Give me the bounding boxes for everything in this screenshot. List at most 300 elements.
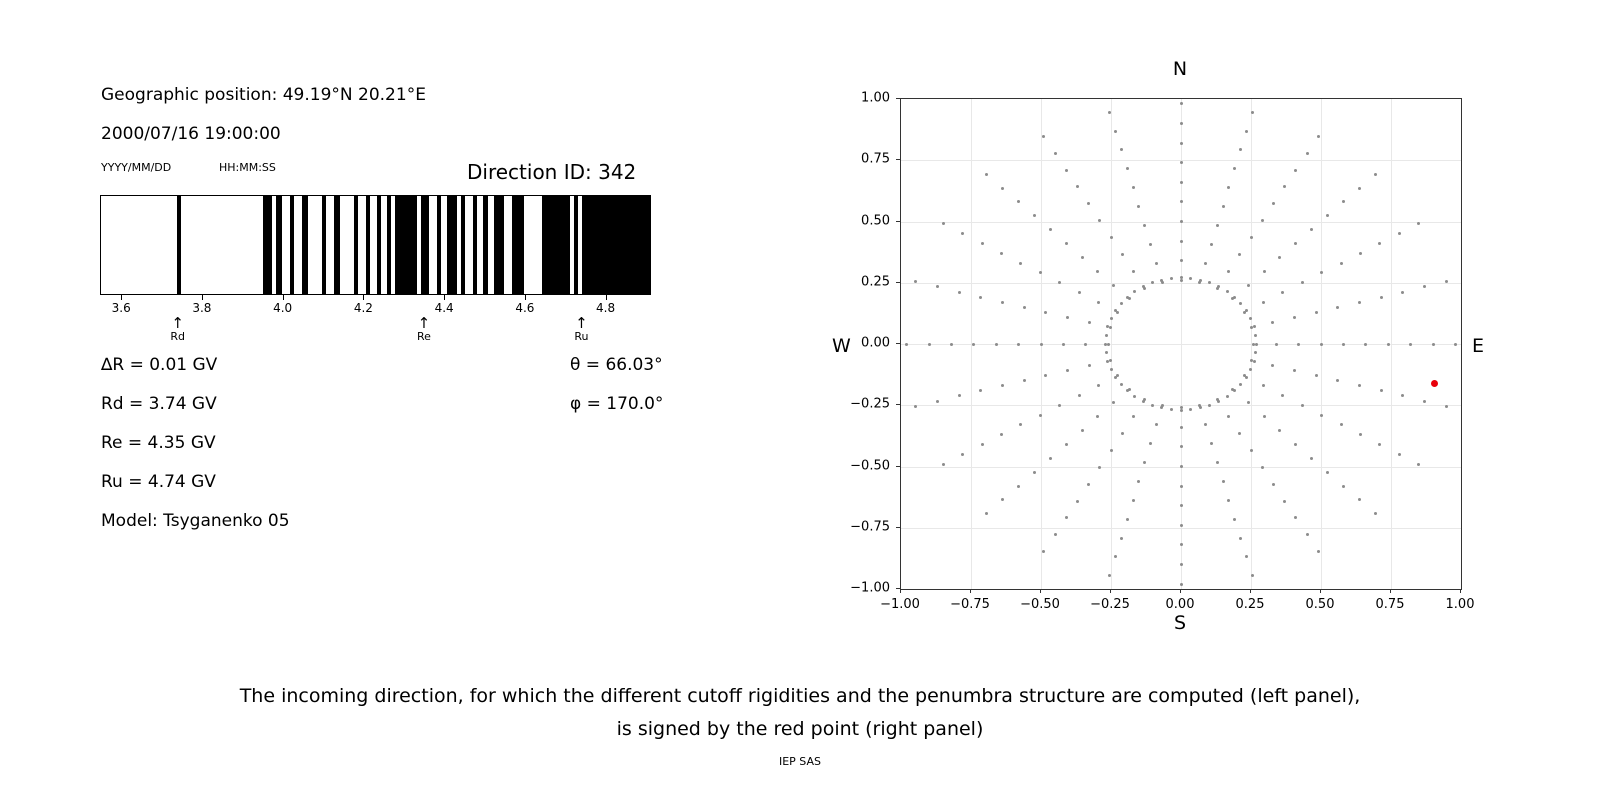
penumbra-marker-re: ↑ Re <box>416 314 431 343</box>
direction-point <box>972 343 975 346</box>
x-tick-mark <box>900 589 901 593</box>
direction-point <box>905 343 908 346</box>
direction-point <box>1170 408 1173 411</box>
direction-point <box>1120 383 1123 386</box>
penumbra-tick-label: 4.4 <box>434 301 454 315</box>
penumbra-tick <box>525 295 526 300</box>
compass-east-label: E <box>1472 335 1485 357</box>
penumbra-bands-area <box>100 195 651 295</box>
direction-point <box>1132 186 1135 189</box>
direction-point <box>1294 242 1297 245</box>
direction-point <box>1358 498 1361 501</box>
direction-point <box>1097 384 1100 387</box>
direction-point <box>1058 404 1061 407</box>
direction-point <box>1062 343 1065 346</box>
penumbra-band <box>263 196 271 294</box>
direction-point <box>1227 186 1230 189</box>
direction-point <box>1255 343 1258 346</box>
direction-point <box>942 222 945 225</box>
direction-point <box>1039 414 1042 417</box>
x-tick-label: −0.50 <box>1020 597 1060 612</box>
direction-point <box>1233 389 1236 392</box>
caption-line-1: The incoming direction, for which the different cutoff rigidities and the penumbra structure are computed (left panel), <box>239 685 1361 707</box>
direction-point <box>1210 442 1213 445</box>
direction-point <box>1114 376 1117 379</box>
penumbra-marker-label: Re <box>416 330 431 343</box>
direction-point <box>1417 463 1420 466</box>
direction-point <box>1253 325 1256 328</box>
direction-point <box>1098 466 1101 469</box>
direction-point <box>950 343 953 346</box>
direction-point <box>958 394 961 397</box>
direction-point <box>1180 504 1183 507</box>
y-tick-label: 0.50 <box>861 213 890 228</box>
direction-point <box>1222 480 1225 483</box>
direction-point <box>1081 256 1084 259</box>
y-tick-mark <box>896 343 900 344</box>
direction-point <box>1226 290 1229 293</box>
direction-point <box>1378 443 1381 446</box>
y-tick-label: −0.75 <box>850 519 890 535</box>
direction-point <box>1294 443 1297 446</box>
penumbra-band <box>483 196 487 294</box>
direction-point <box>1155 262 1158 265</box>
direction-point <box>979 389 982 392</box>
direction-point <box>1189 408 1192 411</box>
penumbra-band <box>177 196 181 294</box>
direction-point <box>1120 537 1123 540</box>
geographic-position-label: Geographic position: 49.19°N 20.21°E <box>101 85 426 105</box>
direction-point <box>1132 270 1135 273</box>
sky-map-plot-area <box>900 98 1462 590</box>
direction-point <box>1293 369 1296 372</box>
direction-point <box>1336 379 1339 382</box>
direction-point <box>1180 142 1183 145</box>
direction-point <box>1142 400 1145 403</box>
direction-point <box>1126 296 1129 299</box>
penumbra-tick-label: 4.0 <box>273 301 293 315</box>
direction-point <box>1155 423 1158 426</box>
direction-point <box>1001 301 1004 304</box>
direction-point <box>979 296 982 299</box>
direction-point <box>1301 281 1304 284</box>
direction-point <box>1233 518 1236 521</box>
direction-point <box>1326 214 1329 217</box>
y-tick-mark <box>896 527 900 528</box>
direction-point <box>1065 242 1068 245</box>
direction-point <box>1066 369 1069 372</box>
direction-point <box>1401 394 1404 397</box>
direction-point <box>1239 148 1242 151</box>
direction-point <box>1019 262 1022 265</box>
compass-south-label: S <box>1173 612 1187 634</box>
direction-point <box>1143 224 1146 227</box>
direction-point <box>1001 187 1004 190</box>
direction-point <box>1076 185 1079 188</box>
direction-point <box>1306 533 1309 536</box>
direction-point <box>1239 383 1242 386</box>
direction-point <box>1023 379 1026 382</box>
direction-point <box>1263 415 1266 418</box>
grid-line <box>901 344 1461 345</box>
x-tick-mark <box>970 589 971 593</box>
direction-point <box>1271 364 1274 367</box>
direction-point <box>936 285 939 288</box>
direction-point <box>1078 291 1081 294</box>
y-tick-label: −0.50 <box>850 458 890 473</box>
penumbra-band <box>461 196 465 294</box>
direction-point <box>1180 465 1183 468</box>
direction-point <box>1326 471 1329 474</box>
direction-point <box>1315 374 1318 377</box>
direction-point <box>1081 429 1084 432</box>
penumbra-tick <box>444 295 445 300</box>
direction-point <box>1087 202 1090 205</box>
direction-point <box>1374 512 1377 515</box>
direction-point <box>1272 483 1275 486</box>
direction-point <box>1245 130 1248 133</box>
direction-point <box>936 400 939 403</box>
direction-point <box>1142 285 1145 288</box>
direction-point <box>1017 200 1020 203</box>
direction-point <box>1262 384 1265 387</box>
date-format-hint: YYYY/MM/DD <box>101 161 172 174</box>
y-tick-mark <box>896 159 900 160</box>
direction-point <box>1217 400 1220 403</box>
direction-point <box>1149 442 1152 445</box>
direction-point <box>1380 296 1383 299</box>
direction-point <box>1087 483 1090 486</box>
direction-point <box>1058 281 1061 284</box>
penumbra-chart <box>100 195 651 343</box>
direction-point <box>1342 343 1345 346</box>
direction-point <box>1272 202 1275 205</box>
direction-point <box>1283 500 1286 503</box>
direction-point <box>1239 302 1242 305</box>
direction-id-label: Direction ID: 342 <box>467 160 637 184</box>
direction-point <box>981 443 984 446</box>
stat-model: Model: Tsyganenko 05 <box>101 511 290 531</box>
left-panel <box>0 0 760 660</box>
direction-point <box>1001 498 1004 501</box>
penumbra-tick-label: 3.6 <box>111 301 131 315</box>
direction-point <box>1445 405 1448 408</box>
x-tick-label: 0.50 <box>1305 597 1335 612</box>
direction-point <box>1358 384 1361 387</box>
direction-point <box>1271 321 1274 324</box>
direction-point <box>1359 433 1362 436</box>
direction-point <box>1105 334 1108 337</box>
direction-point <box>1049 457 1052 460</box>
direction-point <box>1126 518 1129 521</box>
direction-point <box>928 343 931 346</box>
direction-point <box>1247 284 1250 287</box>
y-tick-mark <box>896 466 900 467</box>
y-tick-mark <box>896 98 900 99</box>
penumbra-band <box>276 196 282 294</box>
penumbra-tick <box>202 295 203 300</box>
direction-point <box>1033 471 1036 474</box>
x-tick-mark <box>1390 589 1391 593</box>
direction-point <box>1306 152 1309 155</box>
direction-point <box>1132 415 1135 418</box>
penumbra-band <box>354 196 358 294</box>
penumbra-tick <box>121 295 122 300</box>
direction-point <box>1245 309 1248 312</box>
direction-point <box>1278 256 1281 259</box>
direction-point <box>1017 485 1020 488</box>
direction-point <box>1374 173 1377 176</box>
penumbra-band <box>377 196 381 294</box>
penumbra-band <box>395 196 417 294</box>
penumbra-band <box>473 196 477 294</box>
direction-point <box>1120 148 1123 151</box>
penumbra-axis <box>100 295 651 345</box>
direction-point <box>1297 343 1300 346</box>
direction-point <box>1204 262 1207 265</box>
direction-point <box>1320 414 1323 417</box>
direction-point <box>1121 432 1124 435</box>
direction-point <box>1023 306 1026 309</box>
direction-point <box>1180 220 1183 223</box>
x-tick-mark <box>1250 589 1251 593</box>
direction-point <box>1423 400 1426 403</box>
direction-point <box>1281 394 1284 397</box>
direction-point <box>1132 499 1135 502</box>
x-tick-mark <box>1040 589 1041 593</box>
direction-point <box>1278 429 1281 432</box>
direction-point <box>1180 122 1183 125</box>
direction-point <box>1121 253 1124 256</box>
direction-point <box>1454 343 1457 346</box>
direction-point <box>1107 343 1110 346</box>
direction-point <box>1000 433 1003 436</box>
direction-point <box>1044 311 1047 314</box>
direction-point <box>1110 317 1113 320</box>
direction-point <box>1217 285 1220 288</box>
penumbra-marker-ru: ↑ Ru <box>574 314 589 343</box>
direction-point <box>1239 537 1242 540</box>
penumbra-band <box>542 196 570 294</box>
direction-point <box>1133 290 1136 293</box>
direction-point <box>1180 200 1183 203</box>
direction-point <box>1210 243 1213 246</box>
direction-point <box>1000 252 1003 255</box>
direction-point <box>1114 130 1117 133</box>
y-tick-mark <box>896 282 900 283</box>
direction-point <box>1114 555 1117 558</box>
direction-point <box>1096 415 1099 418</box>
y-tick-label: 1.00 <box>861 90 890 106</box>
stat-re: Re = 4.35 GV <box>101 433 216 453</box>
y-tick-label: −1.00 <box>850 580 890 596</box>
direction-point <box>1180 426 1183 429</box>
y-tick-label: 0.75 <box>861 151 890 167</box>
direction-point <box>1054 533 1057 536</box>
direction-point <box>1151 404 1154 407</box>
x-tick-label: −0.75 <box>950 597 990 612</box>
direction-point <box>1317 135 1320 138</box>
direction-point <box>1096 270 1099 273</box>
direction-point <box>1233 296 1236 299</box>
stat-phi: φ = 170.0° <box>570 394 664 414</box>
direction-point <box>1033 214 1036 217</box>
grid-line <box>901 283 1461 284</box>
direction-point <box>1180 583 1183 586</box>
direction-point <box>1227 270 1230 273</box>
direction-point <box>1042 550 1045 553</box>
direction-point <box>1359 252 1362 255</box>
direction-point <box>1398 232 1401 235</box>
direction-point <box>1088 321 1091 324</box>
penumbra-tick <box>283 295 284 300</box>
direction-point <box>1245 376 1248 379</box>
direction-point <box>1254 334 1257 337</box>
y-tick-label: 0.25 <box>861 274 890 290</box>
direction-point <box>1247 401 1250 404</box>
penumbra-tick-label: 4.2 <box>353 301 373 315</box>
penumbra-tick <box>606 295 607 300</box>
direction-point <box>1180 445 1183 448</box>
direction-point <box>1199 279 1202 282</box>
direction-point <box>1294 516 1297 519</box>
direction-point <box>1137 205 1140 208</box>
direction-point <box>1180 181 1183 184</box>
direction-point <box>1233 167 1236 170</box>
compass-west-label: W <box>832 335 851 357</box>
direction-point <box>1110 368 1113 371</box>
direction-point <box>1065 516 1068 519</box>
datetime-label: 2000/07/16 19:00:00 <box>101 124 281 144</box>
direction-point <box>1342 200 1345 203</box>
direction-point <box>1189 277 1192 280</box>
direction-point <box>1310 228 1313 231</box>
penumbra-marker-label: Ru <box>574 330 589 343</box>
direction-point <box>1126 167 1129 170</box>
right-panel <box>820 40 1560 660</box>
direction-point <box>1065 443 1068 446</box>
direction-point <box>1275 343 1278 346</box>
y-tick-label: −0.25 <box>850 396 890 412</box>
penumbra-tick <box>363 295 364 300</box>
direction-point <box>1112 401 1115 404</box>
penumbra-band <box>421 196 429 294</box>
direction-point <box>1120 302 1123 305</box>
x-tick-label: −0.25 <box>1090 597 1130 612</box>
y-tick-mark <box>896 404 900 405</box>
x-tick-label: 1.00 <box>1445 597 1475 612</box>
stat-ru: Ru = 4.74 GV <box>101 472 216 492</box>
direction-point <box>1180 240 1183 243</box>
stat-theta: θ = 66.03° <box>570 355 663 375</box>
selected-direction-point[interactable] <box>1431 380 1438 387</box>
direction-point <box>1340 262 1343 265</box>
direction-point <box>1180 259 1183 262</box>
direction-point <box>1281 291 1284 294</box>
direction-point <box>1378 242 1381 245</box>
penumbra-band <box>447 196 457 294</box>
direction-point <box>1253 360 1256 363</box>
direction-point <box>1105 351 1108 354</box>
direction-point <box>1049 228 1052 231</box>
penumbra-band <box>437 196 441 294</box>
penumbra-marker-label: Rd <box>170 330 186 343</box>
direction-point <box>1180 279 1183 282</box>
direction-point <box>1180 543 1183 546</box>
direction-point <box>1261 466 1264 469</box>
direction-point <box>1315 311 1318 314</box>
direction-point <box>1110 449 1113 452</box>
direction-point <box>1110 236 1113 239</box>
direction-point <box>1126 389 1129 392</box>
direction-point <box>1065 169 1068 172</box>
direction-point <box>1088 364 1091 367</box>
penumbra-tick-label: 4.6 <box>515 301 535 315</box>
direction-point <box>1301 404 1304 407</box>
direction-point <box>1180 409 1183 412</box>
penumbra-band <box>302 196 308 294</box>
direction-point <box>1250 236 1253 239</box>
direction-point <box>958 291 961 294</box>
penumbra-band <box>512 196 524 294</box>
direction-point <box>1263 270 1266 273</box>
direction-point <box>1320 343 1323 346</box>
penumbra-band <box>574 196 578 294</box>
direction-point <box>1199 406 1202 409</box>
direction-point <box>1238 432 1241 435</box>
direction-point <box>1149 243 1152 246</box>
penumbra-band <box>322 196 326 294</box>
direction-point <box>1160 406 1163 409</box>
direction-point <box>1112 284 1115 287</box>
penumbra-marker-rd: ↑ Rd <box>170 314 186 343</box>
direction-point <box>1401 291 1404 294</box>
x-tick-mark <box>1320 589 1321 593</box>
direction-point <box>1238 253 1241 256</box>
direction-point <box>1317 550 1320 553</box>
direction-point <box>1066 316 1069 319</box>
direction-point <box>985 512 988 515</box>
direction-point <box>981 242 984 245</box>
direction-point <box>1222 205 1225 208</box>
direction-point <box>1364 343 1367 346</box>
direction-point <box>1342 485 1345 488</box>
direction-point <box>961 453 964 456</box>
penumbra-band <box>290 196 294 294</box>
direction-point <box>985 173 988 176</box>
stat-rd: Rd = 3.74 GV <box>101 394 217 414</box>
direction-point <box>1180 563 1183 566</box>
direction-point <box>1358 187 1361 190</box>
direction-point <box>1042 135 1045 138</box>
penumbra-band <box>366 196 370 294</box>
direction-point <box>1137 480 1140 483</box>
direction-point <box>1398 453 1401 456</box>
direction-point <box>961 232 964 235</box>
direction-point <box>942 463 945 466</box>
direction-point <box>1180 524 1183 527</box>
penumbra-tick-label: 4.8 <box>596 301 616 315</box>
direction-point <box>1320 271 1323 274</box>
direction-point <box>1336 306 1339 309</box>
direction-point <box>1245 555 1248 558</box>
direction-point <box>1250 449 1253 452</box>
direction-point <box>1227 499 1230 502</box>
direction-point <box>1151 281 1154 284</box>
penumbra-band <box>334 196 340 294</box>
direction-point <box>1104 343 1107 346</box>
caption-line-2: is signed by the red point (right panel) <box>616 718 984 740</box>
